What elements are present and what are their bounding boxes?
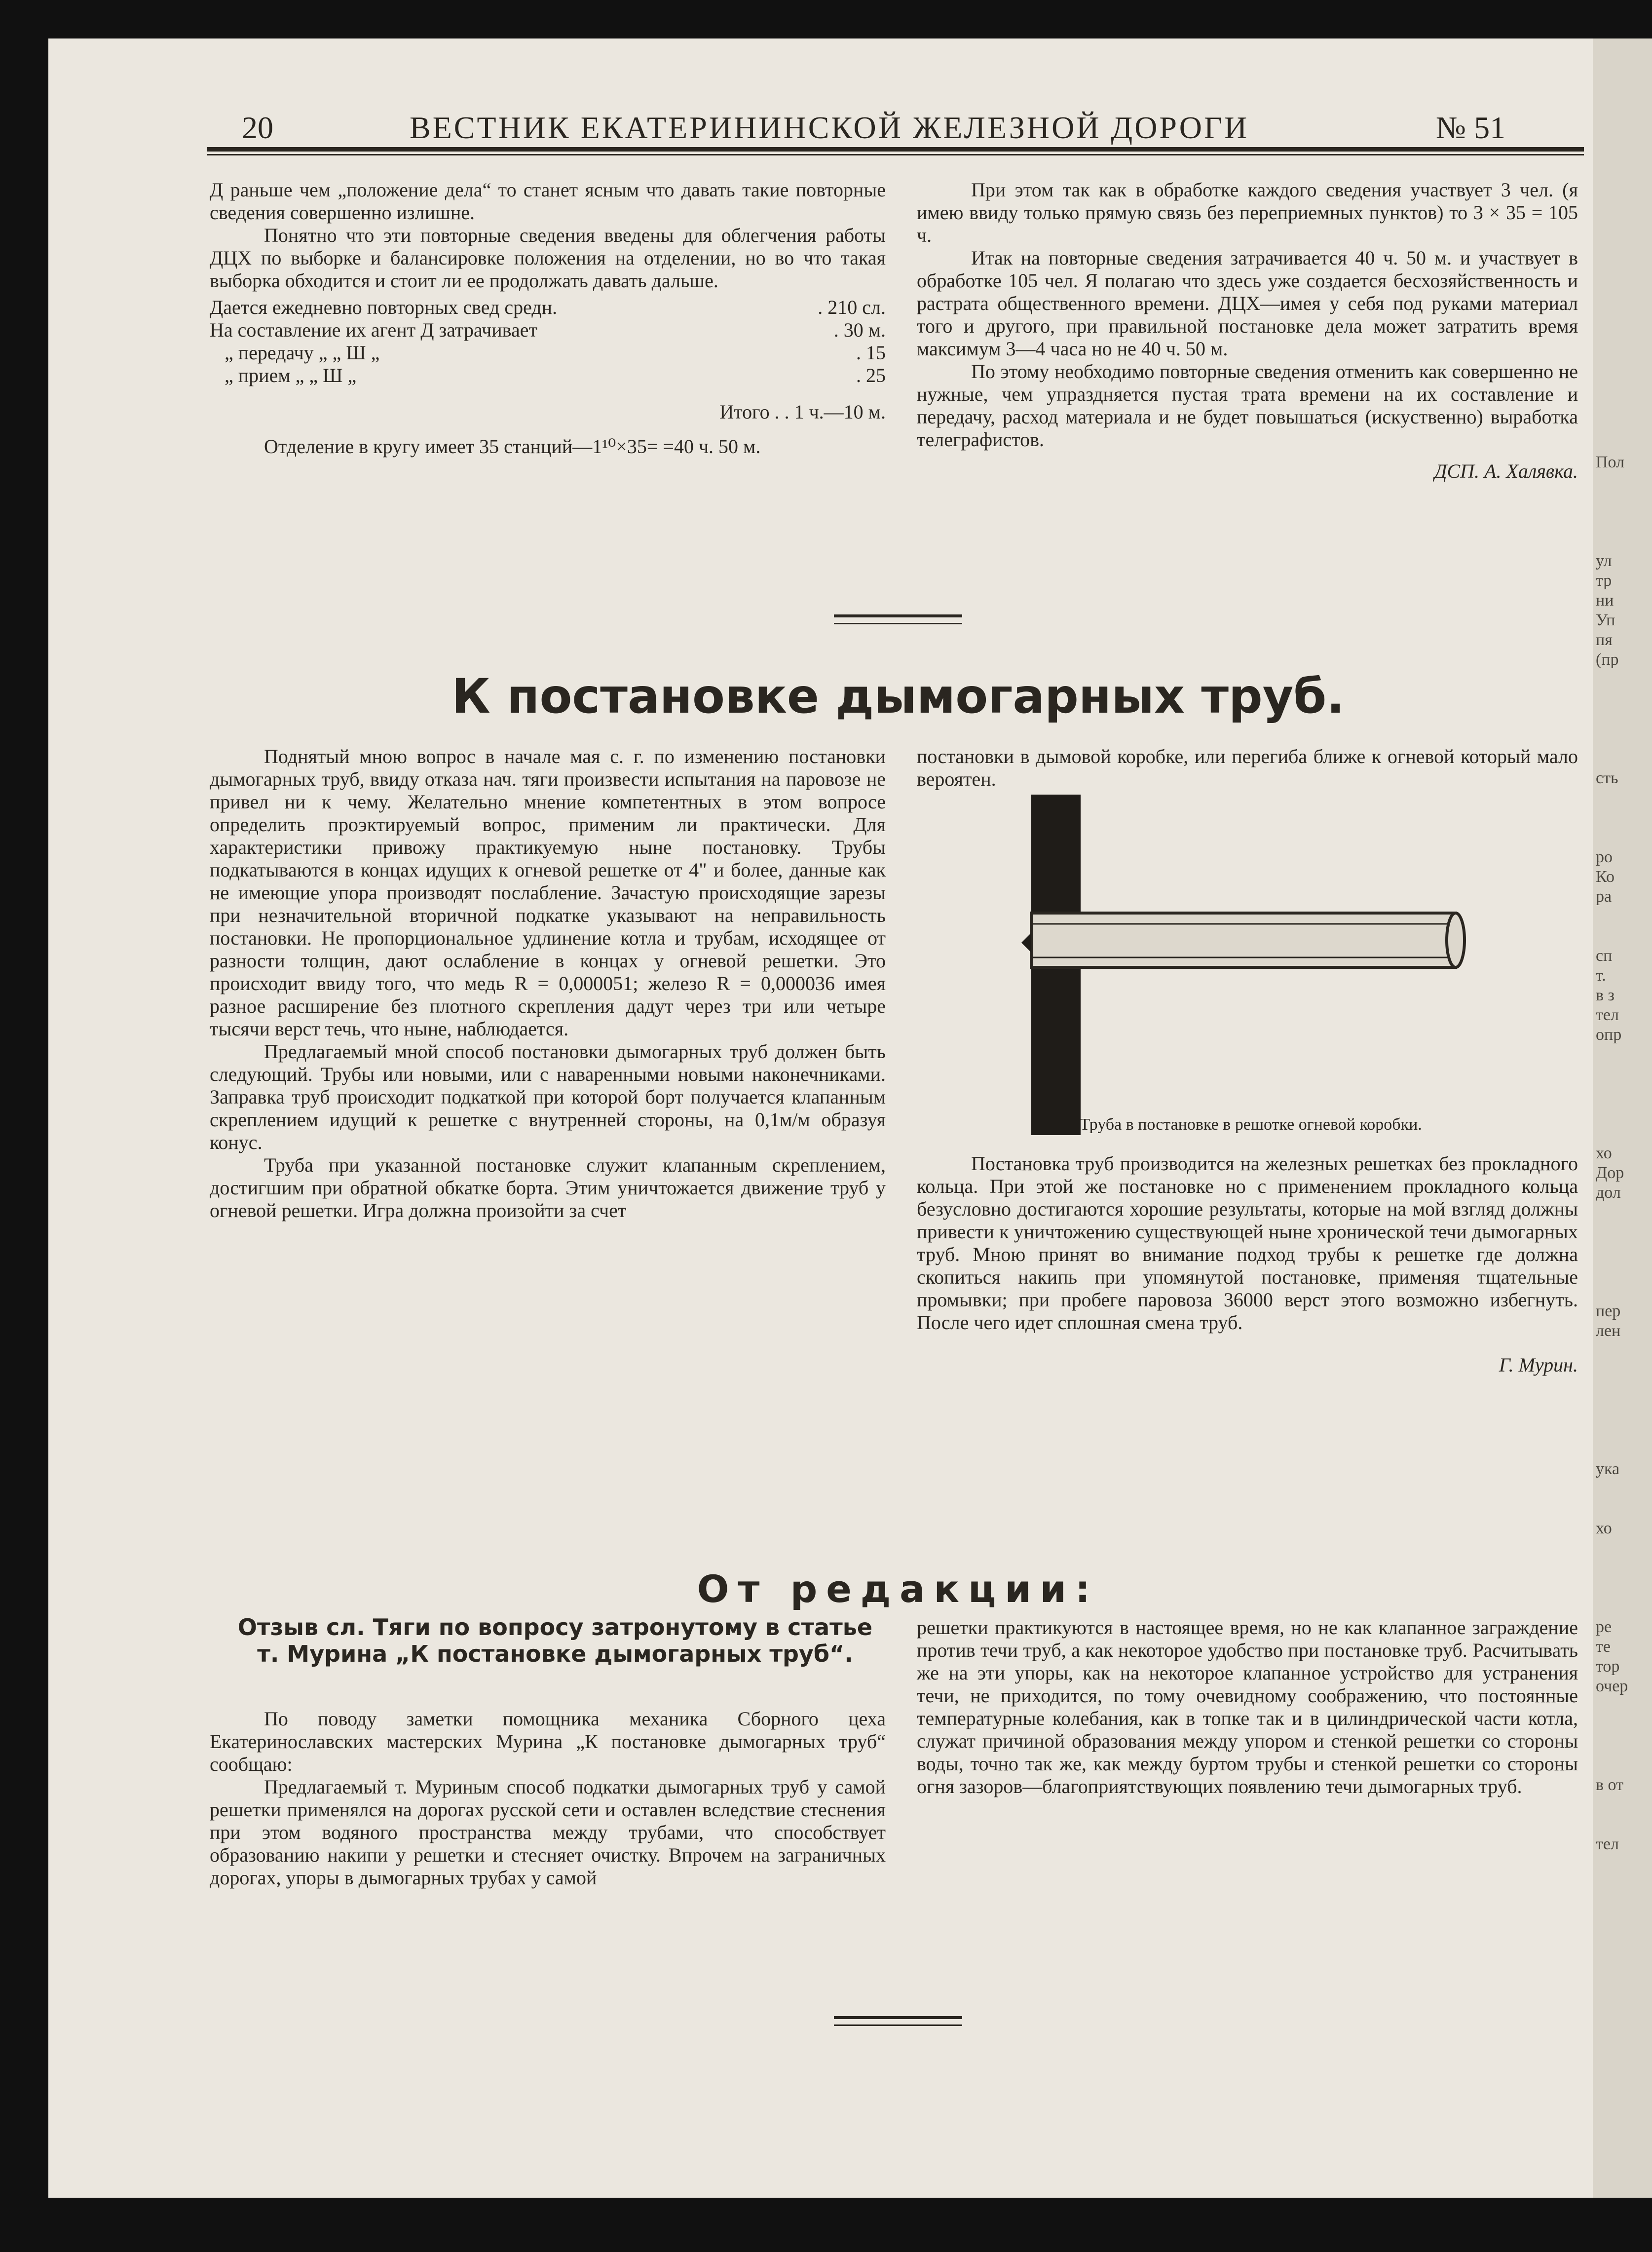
edge-fragment: тел (1596, 1835, 1619, 1853)
edge-fragment: ул (1596, 552, 1612, 570)
journal-title: ВЕСТНИК ЕКАТЕРИНИНСКОЙ ЖЕЛЕЗНОЙ ДОРОГИ (410, 110, 1249, 145)
article1-right-column (917, 179, 1578, 483)
edge-fragment: лен (1596, 1322, 1621, 1340)
edge-fragment: тор (1596, 1657, 1620, 1676)
editorial-left-column (210, 1708, 886, 1889)
edge-fragment: в от (1596, 1776, 1623, 1794)
table-row: „ передачу „ „ Ш „ . 15 (225, 342, 886, 364)
section-separator (834, 614, 962, 617)
article2-right-column-top (917, 745, 1578, 791)
edge-fragment: т. (1596, 966, 1606, 985)
edge-fragment: ре (1596, 1618, 1612, 1636)
adjacent-page-edge (1593, 38, 1652, 2198)
header-rule (207, 147, 1584, 152)
figure-caption: Труба в постановке в решотке огневой коробки. (1080, 1115, 1422, 1134)
edge-fragment: Уп (1596, 611, 1615, 629)
article2-left-column (210, 745, 886, 1222)
edge-fragment: те (1596, 1638, 1611, 1656)
paragraph: Понятно что эти повторные сведения введены для облегчения работы ДЦХ по выборке и балансировке положения на отделении, но во что такая выборка обходится и стоит ли ее продолжать давать дальше. (210, 224, 886, 292)
edge-fragment: очер (1596, 1677, 1628, 1695)
edge-fragment: тел (1596, 1006, 1619, 1024)
edge-fragment: (пр (1596, 650, 1619, 669)
edge-fragment: ни (1596, 591, 1614, 610)
section-separator (834, 623, 962, 624)
article2-title: К постановке дымогарных труб. (451, 669, 1345, 724)
section-separator (834, 2016, 962, 2019)
edge-fragment: ра (1596, 887, 1612, 906)
signature: ДСП. А. Халявка. (1434, 460, 1578, 482)
time-table (210, 296, 886, 387)
table-row: „ прием „ „ Ш „ . 25 (225, 364, 886, 386)
paragraph: Предлагаемый т. Муриным способ подкатки дымогарных труб у самой решетки применялся на дорогах русской сети и оставлен вследствие стеснения при этом водяного пространства между трубами, что способствует образованию накипи у решетки и стесняет очистку. Впрочем на заграничных дорогах, упоры в дымогарных трубах у самой (210, 1776, 886, 1889)
paragraph: Поднятый мною вопрос в начале мая с. г. по изменению постановки дымогарных труб, ввиду отказа нач. тяги произвести испытания на паровозе не привел ни к чему. Желательно мнение компетентных в этом вопросе определить проэктируемый вопрос, применим ли практически. Для характеристики привожу практикуемую ныне постановку. Трубы подкатываются в концах идущих к огневой решетке от 4" и более, данные как не имеющие упора производят послабление. Зачастую происходящие зарезы при незначительной вторичной подкатке указывают на неправильность постановки. Не пропорциональное удлинение котла и трубам, исходящее от разности толщин, дают ослабление в концах у огневой решетки. Это происходит ввиду того, что медь R = 0,000051; железо R = 0,000036 имея разное расширение без плотного скрепления дадут через три или четыре тысячи верст течь, что ныне, наблюдается. (210, 745, 886, 1040)
edge-fragment: пер (1596, 1302, 1621, 1320)
tube-diagram (1021, 795, 1475, 1140)
flare (1021, 933, 1031, 953)
edge-fragment: дол (1596, 1183, 1621, 1202)
table-total: Итого . . 1 ч.—10 м. (719, 401, 886, 423)
paragraph: Постановка труб производится на железных решетках без прокладного кольца. При этой же постановке но с применением прокладного кольца безусловно достигаются хорошие результаты, которые на мой взгляд должны привести к уничтожению существующей ныне хронической течи дымогарных труб. Мною принят во внимание подход трубы к решетке где должна скопиться накипь при упомянутой постановке, применяя тщательные промывки; при пробеге паровоза 36000 верст этого возможно избегнуть. После чего идет сплошная смена труб. (917, 1152, 1578, 1334)
edge-fragment: пя (1596, 631, 1613, 649)
edge-fragment: хо (1596, 1144, 1612, 1162)
editorial-subheading: Отзыв сл. Тяги по вопросу затронутому в статье т. Мурина „К постановке дымогарных труб“. (237, 1614, 873, 1667)
paragraph: По поводу заметки помощника механика Сборного цеха Екатеринославских мастерских Мурина „К постановке дымогарных труб“ сообщаю: (210, 1708, 886, 1775)
edge-fragment: сть (1596, 769, 1618, 787)
running-header (192, 110, 1574, 144)
tube-end (1447, 913, 1464, 967)
editorial-right-column (917, 1616, 1578, 1798)
header-rule-thin (207, 154, 1584, 155)
page-number: 20 (242, 110, 273, 145)
paragraph: Итак на повторные сведения затрачивается 40 ч. 50 м. и участвует в обработке 105 чел. Я полагаю что здесь уже создается бесхозяйственность и растрата общественного времени. ДЦХ—имея у себя под руками материал того и другого, при правильной постановке дела может затратить время максимум 3—4 часа но не 40 ч. 50 м. (917, 247, 1578, 360)
edge-fragment: хо (1596, 1519, 1612, 1537)
paragraph: решетки практикуются в настоящее время, но не как клапанное заграждение против течи труб, а как некоторое удобство при постановке труб. Расчитывать же на эти упоры, как на некоторое клапанное устройство для устранения течи, не приходится, по тому очевидному соображению, что постоянные температурные колебания, как в топке так и в цилиндрической части котла, служат причиной образования между упором и стенкой решетки со стороны воды, точно так же, как между буртом трубы и стенкой решетки со стороны огня зазоров—благоприятствующих появлению течи дымогарных труб. (917, 1616, 1578, 1797)
issue-number: № 51 (1436, 110, 1506, 145)
edge-fragment: сп (1596, 947, 1613, 965)
edge-fragment: ука (1596, 1460, 1620, 1478)
paragraph: постановки в дымовой коробке, или перегиба ближе к огневой который мало вероятен. (917, 745, 1578, 790)
table-row: Дается ежедневно повторных свед средн. . 210 сл. (210, 296, 886, 318)
signature: Г. Мурин. (1499, 1354, 1578, 1376)
paragraph: Предлагаемый мной способ постановки дымогарных труб должен быть следующий. Трубы или новыми, или с наваренными новыми наконечниками. Заправка труб происходит подкаткой при которой борт получается клапанным скреплением идущий к решетке с внутренней стороны, на 0,1м/м образуя конус. (210, 1040, 886, 1153)
edge-fragment: в з (1596, 986, 1614, 1004)
paragraph: Отделение в кругу имеет 35 станций—1¹⁰×35= =40 ч. 50 м. (264, 435, 761, 458)
edge-fragment: Пол (1596, 453, 1625, 471)
paragraph: При этом так как в обработке каждого сведения участвует 3 чел. (я имею ввиду только прямую связь без переприемных пунктов) то 3 × 35 = 105 ч. (917, 179, 1578, 246)
article1-left-column (210, 179, 886, 458)
table-row: На составление их агент Д затрачивает . 30 м. (210, 319, 886, 341)
edge-fragment: ро (1596, 848, 1613, 866)
article2-right-column (917, 1152, 1578, 1376)
paragraph: По этому необходимо повторные сведения отменить как совершенно не нужные, чем упраздняется пустая трата времени на их составление и передачу, расход материала и не будет повышаться (искуственно) выработка телеграфистов. (917, 360, 1578, 451)
edge-fragment: Дор (1596, 1164, 1624, 1182)
edge-fragment: тр (1596, 572, 1612, 590)
tube (1031, 913, 1456, 967)
paragraph: Д раньше чем „положение дела“ то станет ясным что давать такие повторные сведения совершенно излишне. (210, 179, 886, 224)
edge-fragment: Ко (1596, 868, 1614, 886)
paragraph: Труба при указанной постановке служит клапанным скреплением, достигшим при обратной обкатке борта. Этим уничтожается движение труб у огневой решетки. Игра должна произойти за счет (210, 1154, 886, 1221)
edge-fragment: опр (1596, 1026, 1622, 1044)
section-separator (834, 2024, 962, 2026)
editorial-heading: От редакции: (697, 1567, 1099, 1611)
